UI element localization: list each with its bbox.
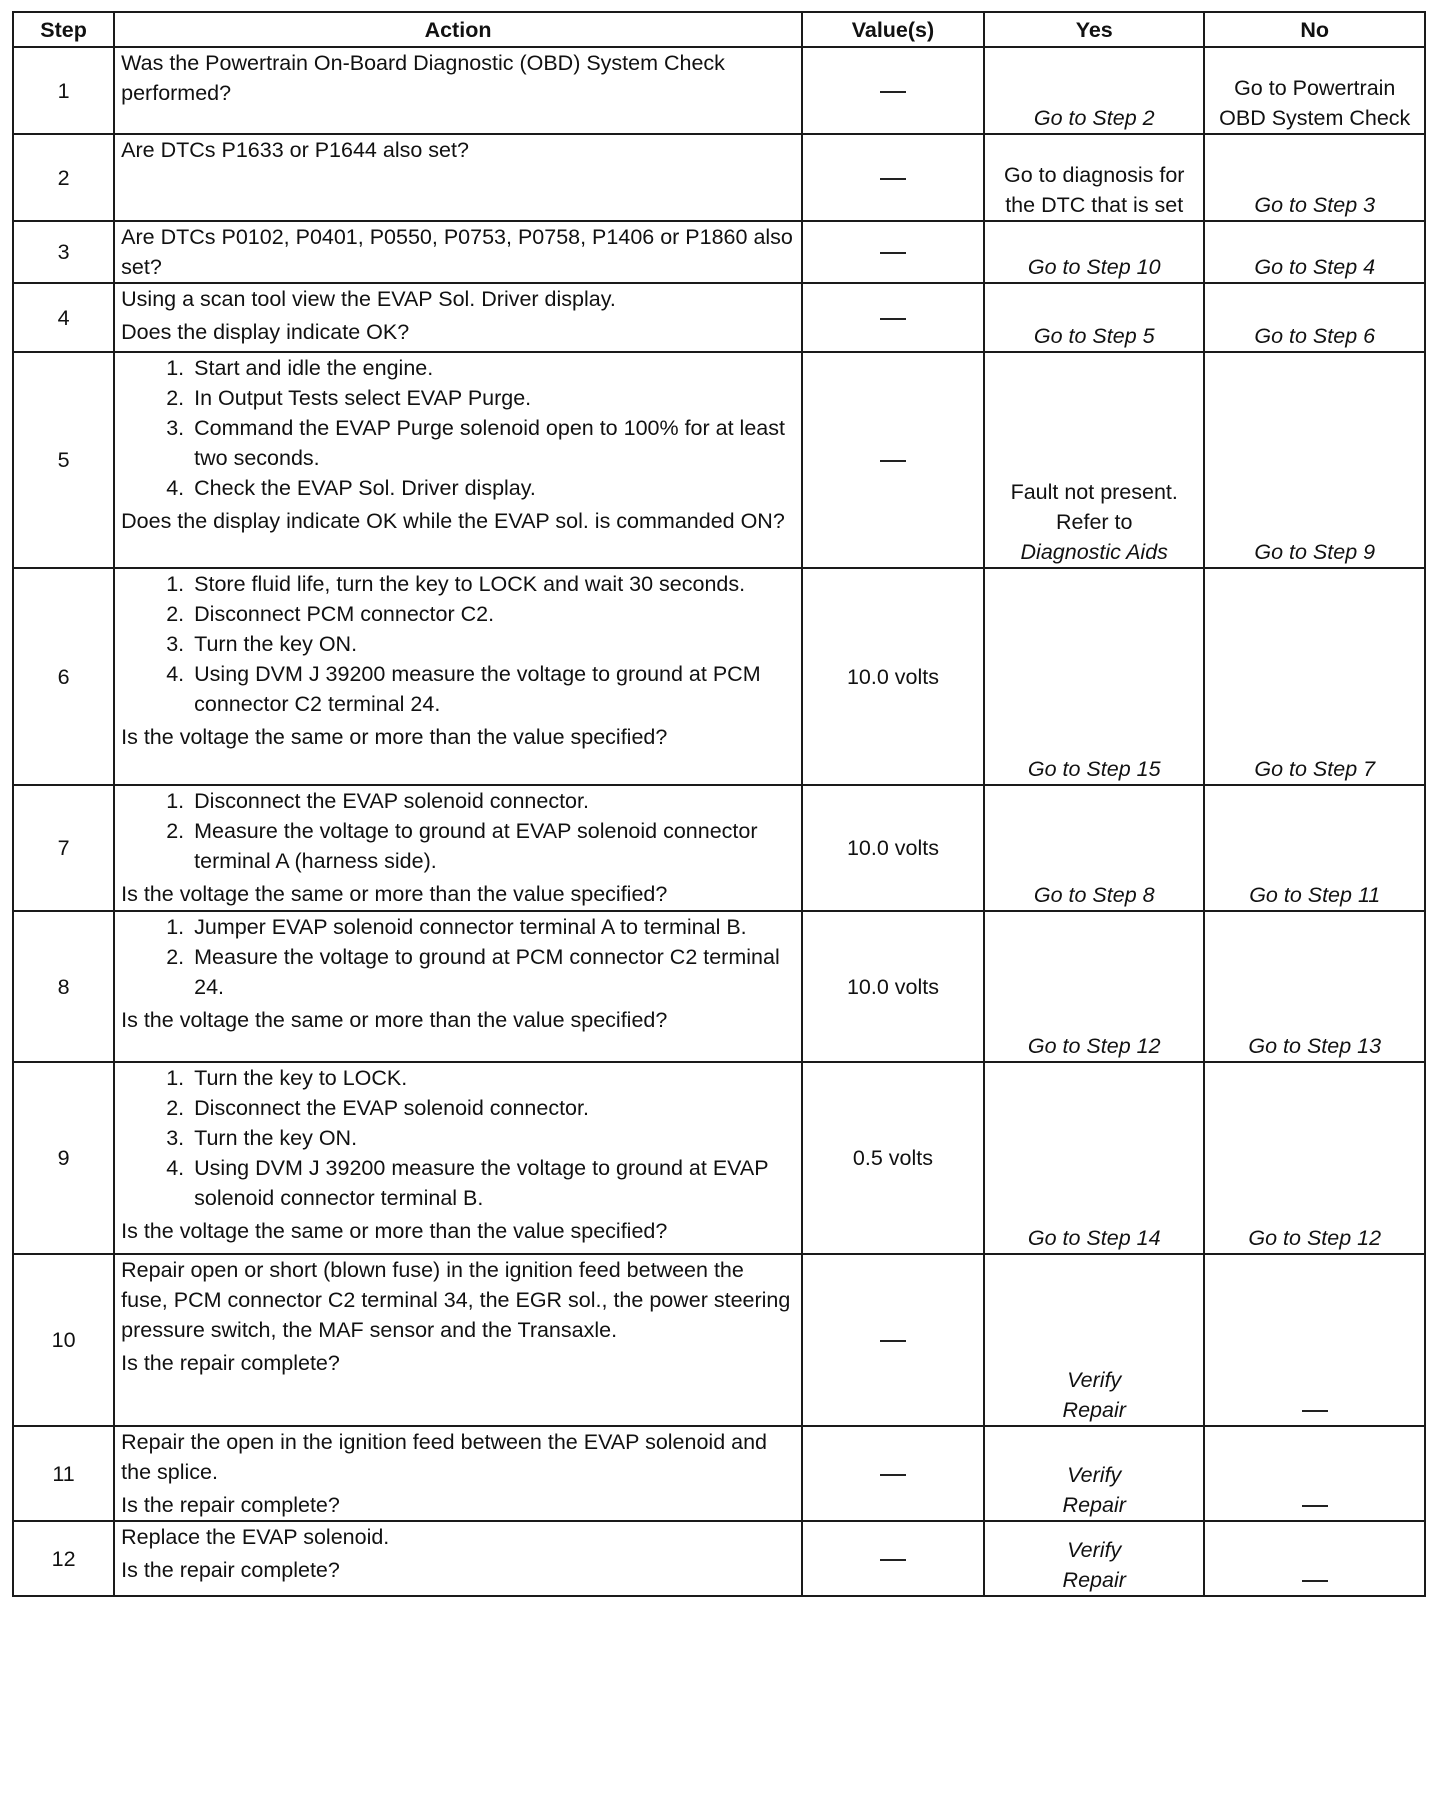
value-cell xyxy=(802,47,984,134)
table-row xyxy=(13,47,1425,134)
table-row xyxy=(13,1062,1425,1254)
action-question: Is the voltage the same or more than the value specified? xyxy=(121,725,668,749)
yes-result-text: Go to Step 10 xyxy=(1027,255,1161,279)
action-step-item xyxy=(121,1063,795,1093)
value-cell xyxy=(802,1062,984,1254)
header-values: Value(s) xyxy=(802,12,984,47)
value-text xyxy=(809,1459,977,1489)
action-text: Using a scan tool view the EVAP Sol. Driver display. xyxy=(121,287,616,311)
value-text xyxy=(809,76,977,106)
table-row xyxy=(13,283,1425,352)
no-cell xyxy=(1204,1254,1425,1426)
table-row xyxy=(13,1254,1425,1426)
action-step-text: Check the EVAP Sol. Driver display. xyxy=(194,476,536,500)
yes-cell xyxy=(984,568,1204,785)
step-number: 5 xyxy=(13,352,114,568)
action-cell xyxy=(114,1426,802,1521)
action-step-item xyxy=(121,629,795,659)
action-step-text: Disconnect the EVAP solenoid connector. xyxy=(194,1096,589,1120)
step-number: 8 xyxy=(13,911,114,1062)
value-cell xyxy=(802,911,984,1062)
action-question: Is the voltage the same or more than the value specified? xyxy=(121,1219,668,1243)
action-step-item xyxy=(121,473,795,503)
action-question: Is the voltage the same or more than the value specified? xyxy=(121,1008,668,1032)
action-step-item xyxy=(121,599,795,629)
action-question: Does the display indicate OK while the EVAP sol. is commanded ON? xyxy=(121,509,785,533)
action-cell xyxy=(114,221,802,283)
yes-cell xyxy=(984,47,1204,134)
header-row xyxy=(13,12,1425,47)
action-step-item xyxy=(121,353,795,383)
table-row xyxy=(13,134,1425,221)
header-yes: Yes xyxy=(984,12,1204,47)
yes-result-text: Repair xyxy=(1062,1493,1126,1517)
yes-cell xyxy=(984,785,1204,911)
yes-cell xyxy=(984,1521,1204,1596)
action-cell xyxy=(114,911,802,1062)
no-cell xyxy=(1204,352,1425,568)
action-step-number: 2. xyxy=(166,602,185,626)
action-step-number: 4. xyxy=(166,662,185,686)
yes-result-text: Refer to xyxy=(1055,510,1133,534)
yes-result-text: Go to Step 14 xyxy=(1027,1226,1161,1250)
action-step-text: Disconnect the EVAP solenoid connector. xyxy=(194,789,589,813)
no-result-text: Go to Step 4 xyxy=(1254,255,1376,279)
yes-result-text: Go to Step 8 xyxy=(1033,883,1155,907)
action-step-number: 1. xyxy=(166,915,185,939)
action-step-text: In Output Tests select EVAP Purge. xyxy=(194,386,532,410)
value-text xyxy=(809,163,977,193)
action-step-text: Using DVM J 39200 measure the voltage to ground at PCM connector C2 terminal 24. xyxy=(194,662,761,716)
yes-result-text: Repair xyxy=(1062,1568,1126,1592)
step-number: 10 xyxy=(13,1254,114,1426)
action-step-number: 3. xyxy=(166,632,185,656)
value-cell xyxy=(802,134,984,221)
yes-cell xyxy=(984,1254,1204,1426)
yes-cell xyxy=(984,221,1204,283)
no-cell xyxy=(1204,1426,1425,1521)
step-number: 4 xyxy=(13,283,114,352)
no-cell xyxy=(1204,1521,1425,1596)
value-text xyxy=(809,1325,977,1355)
table-row xyxy=(13,911,1425,1062)
value-text: 10.0 volts xyxy=(846,836,939,860)
yes-cell xyxy=(984,911,1204,1062)
no-cell xyxy=(1204,785,1425,911)
value-cell xyxy=(802,1426,984,1521)
table-row xyxy=(13,221,1425,283)
no-cell xyxy=(1204,47,1425,134)
action-text: Replace the EVAP solenoid. xyxy=(121,1525,390,1549)
step-number: 1 xyxy=(13,47,114,134)
yes-result-text: Go to Step 12 xyxy=(1027,1034,1161,1058)
action-step-item xyxy=(121,942,795,1002)
yes-result-text: Verify xyxy=(1067,1538,1122,1562)
action-step-text: Turn the key to LOCK. xyxy=(194,1066,408,1090)
yes-cell xyxy=(984,1426,1204,1521)
action-text: Are DTCs P1633 or P1644 also set? xyxy=(121,138,469,162)
action-cell xyxy=(114,785,802,911)
action-step-item xyxy=(121,816,795,876)
no-result-text: Go to Step 12 xyxy=(1248,1226,1382,1250)
action-text: Repair the open in the ignition feed between the EVAP solenoid and the splice. xyxy=(121,1430,768,1484)
yes-result-text: Go to Step 15 xyxy=(1027,757,1161,781)
value-text xyxy=(809,303,977,333)
action-step-text: Turn the key ON. xyxy=(194,632,358,656)
no-result-text xyxy=(1211,1490,1418,1520)
action-cell xyxy=(114,134,802,221)
action-step-item xyxy=(121,1093,795,1123)
action-step-text: Measure the voltage to ground at PCM connector C2 terminal 24. xyxy=(194,945,780,999)
no-result-text xyxy=(1211,1395,1418,1425)
yes-result-text: Verify xyxy=(1067,1463,1122,1487)
value-cell xyxy=(802,1521,984,1596)
no-result-text: Go to Step 13 xyxy=(1248,1034,1382,1058)
no-result-text: Go to Step 6 xyxy=(1254,324,1376,348)
action-text: Repair open or short (blown fuse) in the ignition feed between the fuse, PCM connector C2 terminal 34, the EGR sol., the power steering pressure switch, the MAF sensor and the Transaxle. xyxy=(121,1258,791,1342)
action-step-text: Jumper EVAP solenoid connector terminal A to terminal B. xyxy=(194,915,747,939)
value-text: 10.0 volts xyxy=(846,974,939,999)
table-row xyxy=(13,1426,1425,1521)
action-text: Was the Powertrain On-Board Diagnostic (OBD) System Check performed? xyxy=(121,51,725,105)
action-step-text: Command the EVAP Purge solenoid open to 100% for at least two seconds. xyxy=(194,416,785,470)
action-step-number: 3. xyxy=(166,416,185,440)
action-step-text: Using DVM J 39200 measure the voltage to ground at EVAP solenoid connector terminal B. xyxy=(194,1156,769,1210)
action-step-text: Turn the key ON. xyxy=(194,1126,358,1150)
action-step-number: 1. xyxy=(166,789,185,813)
step-number: 2 xyxy=(13,134,114,221)
action-question: Is the voltage the same or more than the value specified? xyxy=(121,882,668,906)
action-step-item xyxy=(121,383,795,413)
step-number: 7 xyxy=(13,785,114,911)
action-cell xyxy=(114,1521,802,1596)
yes-cell xyxy=(984,1062,1204,1254)
no-result-text: Go to Powertrain OBD System Check xyxy=(1219,76,1411,130)
action-cell xyxy=(114,1254,802,1426)
value-cell xyxy=(802,283,984,352)
no-cell xyxy=(1204,1062,1425,1254)
action-cell xyxy=(114,283,802,352)
yes-result-text: Go to Step 2 xyxy=(1033,106,1155,130)
action-step-number: 3. xyxy=(166,1126,185,1150)
action-step-number: 1. xyxy=(166,356,185,380)
no-result-text: Go to Step 11 xyxy=(1249,883,1381,907)
header-no: No xyxy=(1204,12,1425,47)
no-result-text xyxy=(1211,1565,1418,1595)
no-cell xyxy=(1204,134,1425,221)
header-action: Action xyxy=(114,12,802,47)
no-cell xyxy=(1204,283,1425,352)
value-cell xyxy=(802,785,984,911)
no-cell xyxy=(1204,568,1425,785)
action-step-item xyxy=(121,1153,795,1213)
action-step-text: Measure the voltage to ground at EVAP solenoid connector terminal A (harness side). xyxy=(194,819,758,873)
action-cell xyxy=(114,47,802,134)
value-cell xyxy=(802,221,984,283)
table-row xyxy=(13,1521,1425,1596)
yes-cell xyxy=(984,283,1204,352)
action-question: Is the repair complete? xyxy=(121,1351,340,1375)
no-result-text: Go to Step 9 xyxy=(1254,540,1376,564)
action-step-number: 2. xyxy=(166,386,185,410)
table-row xyxy=(13,568,1425,785)
yes-result-text: Repair xyxy=(1062,1398,1126,1422)
action-cell xyxy=(114,352,802,568)
value-cell xyxy=(802,352,984,568)
action-step-text: Disconnect PCM connector C2. xyxy=(194,602,495,626)
no-result-text: Go to Step 3 xyxy=(1254,193,1376,217)
no-result-text: Go to Step 7 xyxy=(1254,757,1376,781)
step-number: 6 xyxy=(13,568,114,785)
yes-cell xyxy=(984,352,1204,568)
action-step-number: 1. xyxy=(166,1066,185,1090)
action-step-item xyxy=(121,786,795,816)
value-cell xyxy=(802,568,984,785)
table-row xyxy=(13,352,1425,568)
action-question: Does the display indicate OK? xyxy=(121,320,410,344)
action-step-number: 1. xyxy=(166,572,185,596)
action-question: Is the repair complete? xyxy=(121,1493,340,1517)
step-number: 9 xyxy=(13,1062,114,1254)
yes-result-text: Diagnostic Aids xyxy=(1020,540,1168,564)
step-number: 11 xyxy=(13,1426,114,1521)
yes-result-text: Go to Step 5 xyxy=(1033,324,1155,348)
action-text: Are DTCs P0102, P0401, P0550, P0753, P0758, P1406 or P1860 also set? xyxy=(121,225,793,279)
action-step-item xyxy=(121,413,795,473)
value-text xyxy=(809,445,977,475)
action-step-text: Start and idle the engine. xyxy=(194,356,434,380)
action-question: Is the repair complete? xyxy=(121,1558,340,1582)
action-step-number: 4. xyxy=(166,476,185,500)
value-text: 0.5 volts xyxy=(852,1146,933,1170)
action-step-item xyxy=(121,569,795,599)
value-text: 10.0 volts xyxy=(846,664,939,689)
diagnostic-table xyxy=(12,11,1426,1597)
action-step-item xyxy=(121,659,795,719)
action-cell xyxy=(114,1062,802,1254)
step-number: 12 xyxy=(13,1521,114,1596)
yes-result-text: Go to diagnosis for the DTC that is set xyxy=(1003,163,1185,217)
action-step-number: 2. xyxy=(166,1096,185,1120)
value-cell xyxy=(802,1254,984,1426)
yes-cell xyxy=(984,134,1204,221)
table-row xyxy=(13,785,1425,911)
step-number: 3 xyxy=(13,221,114,283)
header-step: Step xyxy=(13,12,114,47)
action-step-text: Store fluid life, turn the key to LOCK and wait 30 seconds. xyxy=(194,572,746,596)
action-step-item xyxy=(121,1123,795,1153)
yes-result-text: Verify xyxy=(1067,1368,1122,1392)
yes-result-text: Fault not present. xyxy=(1010,480,1178,504)
value-text xyxy=(809,237,977,267)
action-cell xyxy=(114,568,802,785)
action-step-number: 2. xyxy=(166,945,185,969)
action-step-number: 4. xyxy=(166,1156,185,1180)
value-text xyxy=(809,1544,977,1574)
action-step-item xyxy=(121,912,795,942)
action-step-number: 2. xyxy=(166,819,185,843)
no-cell xyxy=(1204,911,1425,1062)
no-cell xyxy=(1204,221,1425,283)
